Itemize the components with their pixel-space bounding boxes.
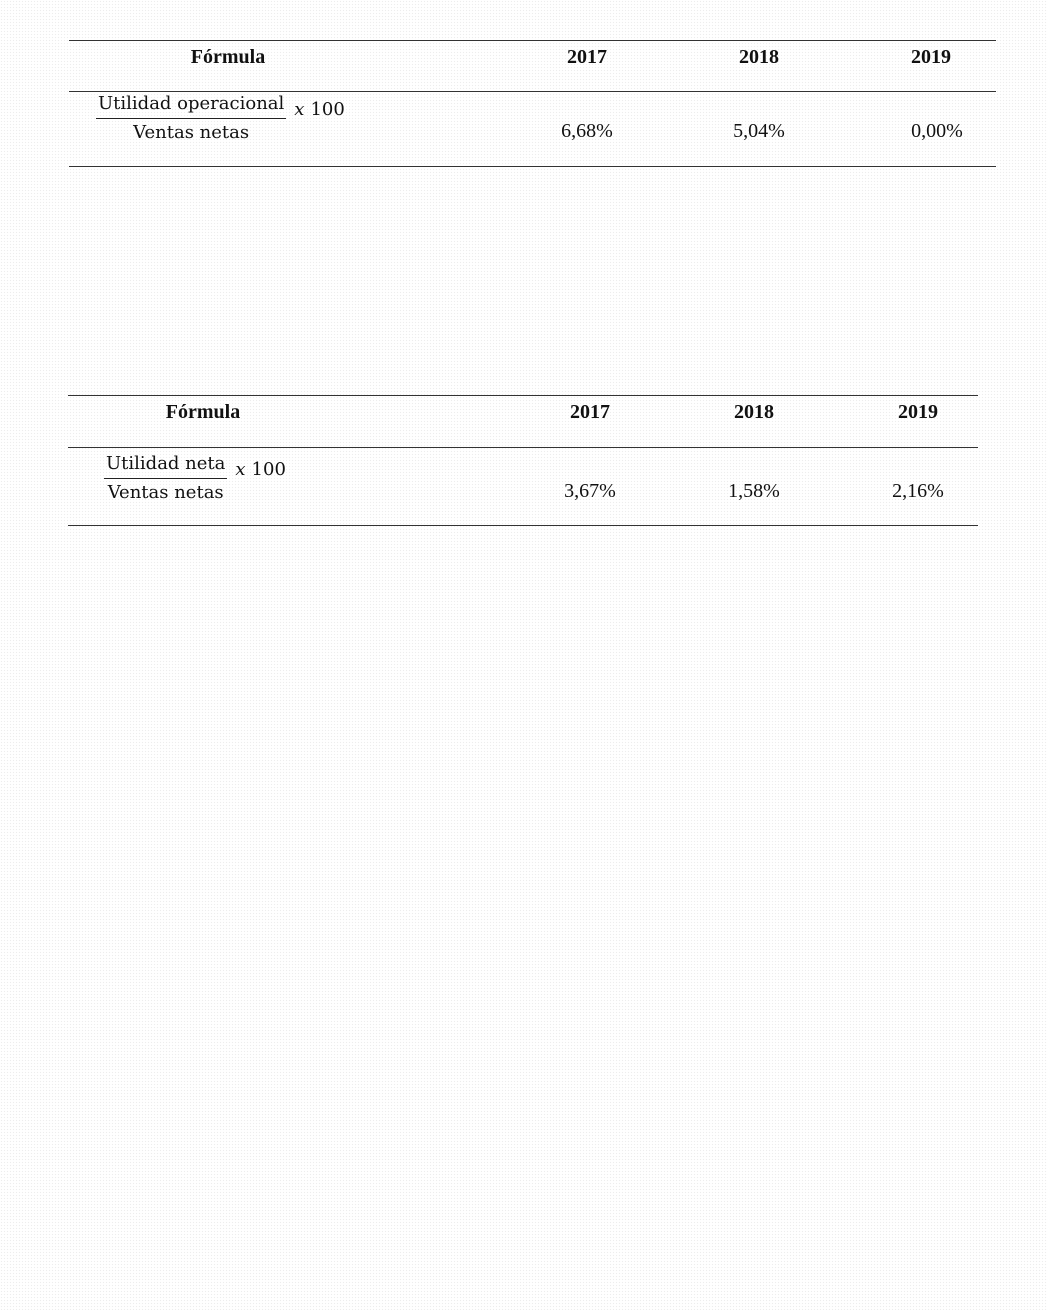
formula-expression xyxy=(104,452,286,505)
net-margin-table xyxy=(68,395,978,526)
value-2017: 6,68% xyxy=(561,120,613,142)
operating-margin-table xyxy=(69,40,996,167)
table-header-row xyxy=(68,396,978,448)
formula-fraction xyxy=(104,452,227,505)
formula-denominator: Ventas netas xyxy=(107,482,224,503)
table-header-row xyxy=(69,41,996,92)
header-year-2019: 2019 xyxy=(911,46,951,68)
header-year-2018: 2018 xyxy=(739,46,779,68)
header-year-2018: 2018 xyxy=(734,401,774,423)
value-2019: 2,16% xyxy=(892,480,944,502)
header-year-2019: 2019 xyxy=(898,401,938,423)
value-2018: 5,04% xyxy=(733,120,785,142)
formula-multiplier xyxy=(294,99,345,120)
formula-numerator: Utilidad neta xyxy=(104,452,227,479)
multiplier-value: 100 xyxy=(251,459,286,480)
formula-multiplier xyxy=(235,459,286,480)
header-year-2017: 2017 xyxy=(567,46,607,68)
formula-fraction xyxy=(96,92,286,145)
formula-denominator: Ventas netas xyxy=(133,122,250,143)
value-2017: 3,67% xyxy=(564,480,616,502)
value-2018: 1,58% xyxy=(728,480,780,502)
value-2019: 0,00% xyxy=(911,120,963,142)
formula-expression xyxy=(96,92,345,145)
header-year-2017: 2017 xyxy=(570,401,610,423)
table-row xyxy=(69,92,996,166)
header-formula: Fórmula xyxy=(165,401,241,423)
formula-numerator: Utilidad operacional xyxy=(96,92,286,119)
multiplier-variable: x xyxy=(294,99,305,120)
header-formula: Fórmula xyxy=(190,46,266,68)
multiplier-variable: x xyxy=(235,459,246,480)
multiplier-value: 100 xyxy=(310,99,345,120)
table-row xyxy=(68,448,978,525)
